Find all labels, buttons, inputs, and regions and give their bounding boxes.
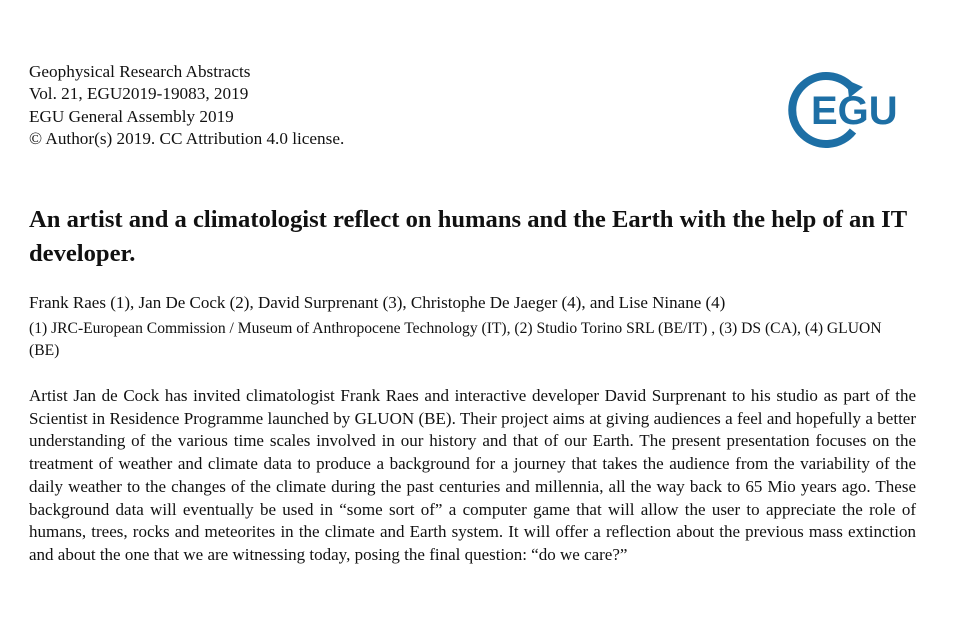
author-list: Frank Raes (1), Jan De Cock (2), David Surprenant (3), Christophe De Jaeger (4), and Lise Ninane (4)	[29, 293, 726, 312]
affiliations: (1) JRC-European Commission / Museum of Anthropocene Technology (IT), (2) Studio Torino SRL (BE/IT) , (3) DS (CA), (4) GLUON (BE)	[29, 320, 882, 359]
assembly-name: EGU General Assembly 2019	[29, 106, 234, 126]
abstract-body: Artist Jan de Cock has invited climatologist Frank Raes and interactive developer David Surprenant to his studio as part of the Scientist in Residence Programme launched by GLUON (BE). Their project aims at giving audiences a feel and hopefully a better understanding of the various time scales involved in our history and that of our Earth. The present presentation focuses on the treatment of weather and climate data to produce a background for a journey that takes the audience from the variability of the daily weather to the changes of the climate during the past centuries and millennia, all the way back to 65 Mio years ago. These background data will eventually be used in “some sort of” a computer game that will allow the user to appreciate the role of humans, trees, rocks and meteorites in the climate and Earth system. It will offer a reflection about the previous mass extinction and about the one that we are witnessing today, posing the final question: “do we care?”	[29, 386, 916, 564]
egu-logo-text: EGU	[811, 89, 898, 133]
journal-name: Geophysical Research Abstracts	[29, 62, 251, 81]
license-text: © Author(s) 2019. CC Attribution 4.0 license.	[29, 128, 345, 148]
paper-title: An artist and a climatologist reflect on humans and the Earth with the help of an IT developer.	[29, 206, 907, 267]
journal-header	[29, 61, 344, 150]
egu-logo	[787, 72, 923, 148]
volume-info: Vol. 21, EGU2019-19083, 2019	[29, 84, 249, 104]
